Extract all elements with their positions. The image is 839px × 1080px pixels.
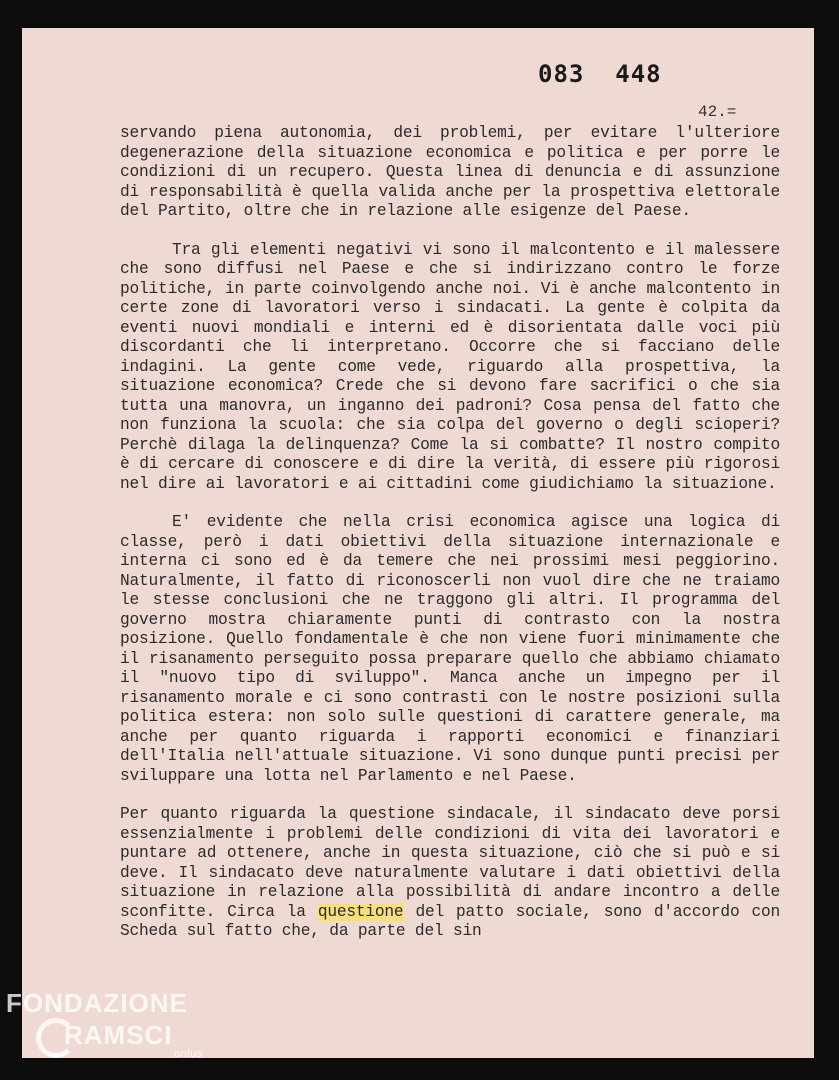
document-body xyxy=(120,124,780,942)
paragraph: E' evidente che nella crisi economica agisce una logica di classe, però i dati obiettivi della situazione internazionale e interna ci sono ed è da temere che nei prossimi mesi peggiorino. Naturalmente, il fatto di riconoscerli non vuol dire che ne traiamo le stesse conclusioni che ne traggono gli altri. Il programma del governo mostra chiaramente punti di contrasto con la nostra posizione. Quello fondamentale è che non viene fuori minimamente che il risanamento perseguito possa preparare quello che abbiamo chiamato il "nuovo tipo di sviluppo". Manca anche un impegno per il risanamento morale e ci sono contrasti con le nostre posizioni sulla politica estera: non solo sulle questioni di carattere generale, ma anche per quanto riguarda i rapporti economici e finanziari dell'Italia nell'attuale situazione. Vi sono dunque punti precisi per sviluppare una lotta nel Parlamento e nel Paese. xyxy=(120,513,780,785)
watermark-suffix: onlus xyxy=(174,1048,203,1060)
watermark-logo xyxy=(6,988,216,1068)
page-number: 42.= xyxy=(698,103,737,121)
highlighted-word: questione xyxy=(317,902,404,921)
paragraph: Tra gli elementi negativi vi sono il malcontento e il malessere che sono diffusi nel Paese e che si indirizzano contro le forze politiche, in parte coinvolgendo anche noi. Vi è anche malcontento in certe zone di lavoratori verso i sindacati. La gente è colpita da eventi nuovi mondiali e interni ed è disorientata dalle voci più discordanti che li interpretano. Occorre che si facciano delle indagini. La gente come vede, riguardo alla prospettiva, la situazione economica? Crede che si devono fare sacrifici o che sia tutta una manovra, un inganno dei padroni? Cosa pensa del fatto che non funziona la scuola: che sia colpa del governo o degli scioperi? Perchè dilaga la delinquenza? Come la si combatte? Il nostro compito è di cercare di conoscere e di dire la verità, di essere più rigorosi nel dire ai lavoratori e ai cittadini come giudichiamo la situazione. xyxy=(120,240,780,493)
paragraph-tail: del patto sociale, sono d'accordo con Scheda sul fatto che, da parte del sin xyxy=(120,902,781,940)
watermark-line2: RAMSCI xyxy=(64,1020,173,1050)
watermark-line1: FONDAZIONE xyxy=(6,988,188,1018)
paragraph-last xyxy=(120,805,780,942)
paragraph-text: Per quanto riguarda la questione sindacale, il sindacato deve porsi essenzialmente i problemi delle condizioni di vita dei lavoratori e puntare ad ottenere, anche in questa situazione, ciò che si può e si deve. Il sindacato deve naturalmente valutare i dati obiettivi della situazione in relazione alla possibilità di andare incontro a delle sconfitte. Circa la xyxy=(120,805,780,921)
paragraph: servando piena autonomia, dei problemi, per evitare l'ulteriore degenerazione della situazione economica e politica e per porre le condizioni di un recupero. Questa linea di denuncia e di assunzione di responsabilità è quella valida anche per la prospettiva elettorale del Partito, oltre che in relazione alle esigenze del Paese. xyxy=(120,124,780,220)
archive-number: 083 448 xyxy=(538,60,662,88)
